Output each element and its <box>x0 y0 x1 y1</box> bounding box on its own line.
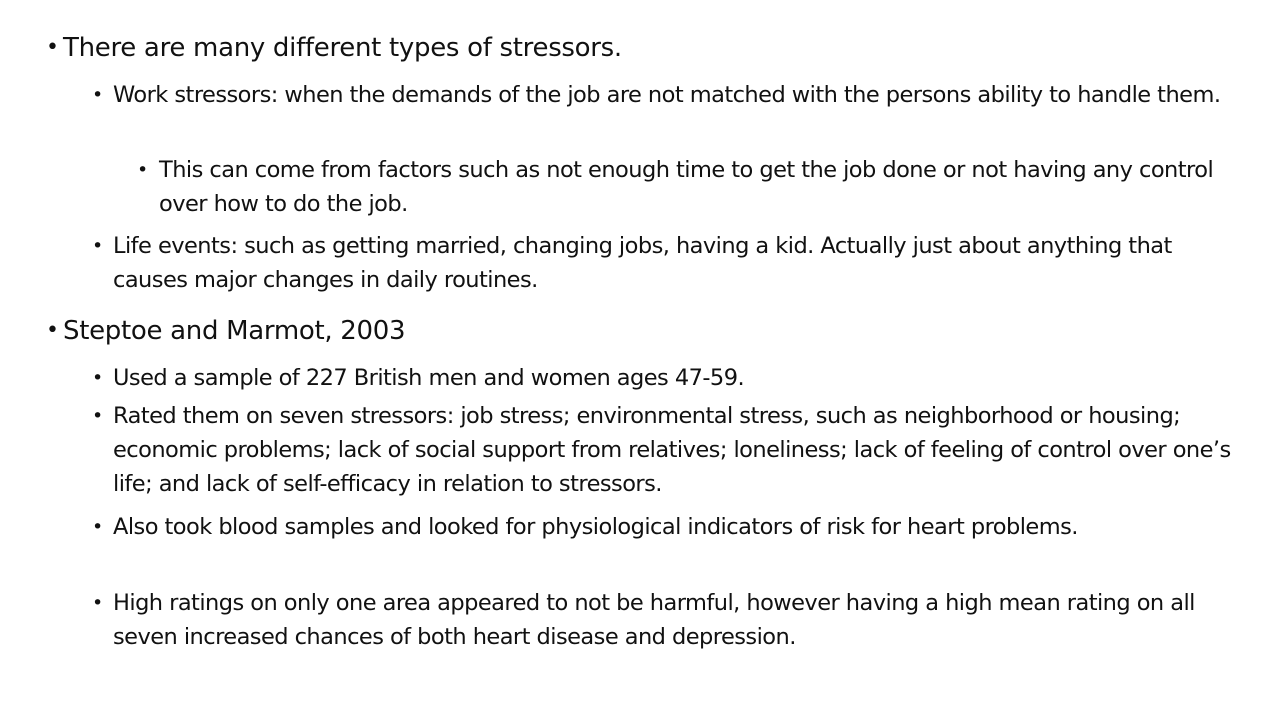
bullet-marker: • <box>92 235 103 257</box>
bullet-text: Also took blood samples and looked for physiological indicators of risk for heart problems. <box>113 514 1078 540</box>
bullet-work-stressors <box>92 78 1252 112</box>
bullet-life-events <box>92 229 1252 297</box>
bullet-text: Steptoe and Marmot, 2003 <box>63 316 406 346</box>
bullet-text: Used a sample of 227 British men and women ages 47-59. <box>113 365 745 391</box>
bullet-marker: • <box>92 367 103 389</box>
bullet-sample <box>92 361 1252 395</box>
bullet-text: This can come from factors such as not enough time to get the job done or not having any control over how to do the job. <box>159 157 1214 217</box>
bullet-blood-samples <box>92 510 1252 544</box>
bullet-stressor-types <box>46 31 1256 65</box>
bullet-marker: • <box>92 84 103 106</box>
bullet-marker: • <box>92 592 103 614</box>
bullet-marker: • <box>46 35 59 60</box>
bullet-text: There are many different types of stressors. <box>63 33 622 63</box>
bullet-high-ratings <box>92 586 1252 654</box>
bullet-work-factors <box>137 153 1217 221</box>
bullet-marker: • <box>92 516 103 538</box>
bullet-steptoe-marmot <box>46 314 1256 348</box>
bullet-marker: • <box>46 318 59 343</box>
bullet-text: Rated them on seven stressors: job stress; environmental stress, such as neighborhood or housing; economic problems; lack of social support from relatives; loneliness; lack of feeling of control over one’s life; and lack of self-efficacy in relation to stressors. <box>113 403 1231 497</box>
bullet-text: High ratings on only one area appeared to not be harmful, however having a high mean rating on all seven increased chances of both heart disease and depression. <box>113 590 1195 650</box>
bullet-text: Life events: such as getting married, changing jobs, having a kid. Actually just about anything that causes major changes in daily routines. <box>113 233 1172 293</box>
bullet-seven-stressors <box>92 399 1252 501</box>
bullet-marker: • <box>137 159 148 181</box>
bullet-marker: • <box>92 405 103 427</box>
bullet-text: Work stressors: when the demands of the job are not matched with the persons ability to handle them. <box>113 82 1221 108</box>
